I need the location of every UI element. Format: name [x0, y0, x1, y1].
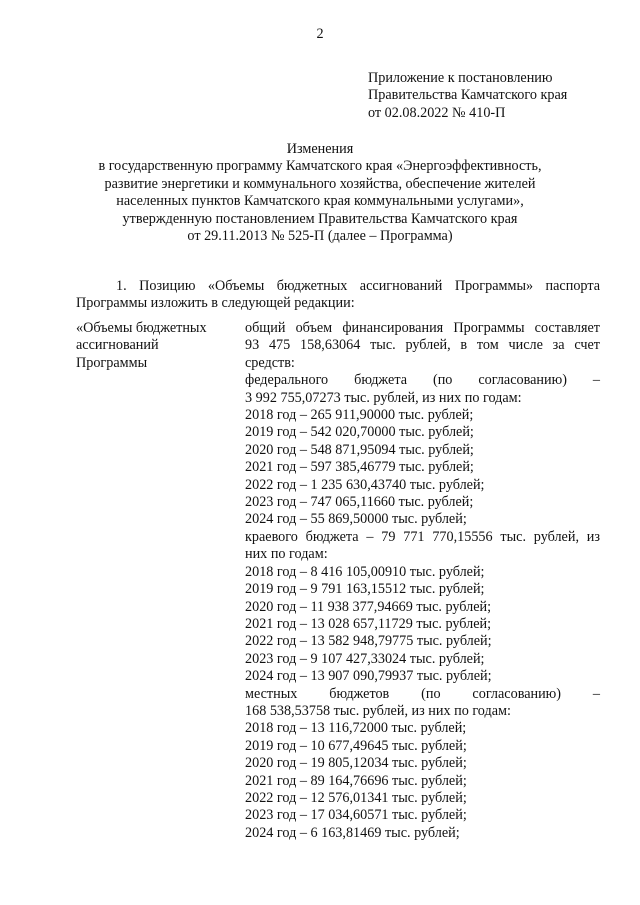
funding-line: 2024 год – 55 869,50000 тыс. рублей; — [245, 511, 467, 528]
table-right-column — [245, 320, 600, 842]
funding-line: 2021 год – 13 028 657,11729 тыс. рублей; — [245, 615, 492, 632]
funding-line: 2022 год – 13 582 948,79775 тыс. рублей; — [245, 633, 492, 650]
funding-line: федерального бюджета (по согласованию) – — [245, 372, 600, 389]
heading-line: от 29.11.2013 № 525-П (далее – Программа) — [187, 228, 453, 245]
funding-line: них по годам: — [245, 546, 328, 563]
funding-line: 2020 год – 548 871,95094 тыс. рублей; — [245, 441, 474, 458]
funding-line: 2019 год – 542 020,70000 тыс. рублей; — [245, 424, 474, 441]
funding-line: 2020 год – 11 938 377,94669 тыс. рублей; — [245, 598, 492, 615]
funding-line: 2019 год – 9 791 163,15512 тыс. рублей; — [245, 581, 485, 598]
funding-line: 2022 год – 12 576,01341 тыс. рублей; — [245, 789, 467, 806]
amendment-paragraph — [76, 278, 600, 313]
heading-title: Изменения — [286, 141, 354, 157]
funding-line: 2018 год – 265 911,90000 тыс. рублей; — [245, 407, 474, 424]
approval-line: Приложение к постановлению — [368, 70, 553, 86]
funding-line: 2023 год – 17 034,60571 тыс. рублей; — [245, 807, 467, 824]
funding-line: 2018 год – 13 116,72000 тыс. рублей; — [245, 720, 467, 737]
funding-line: 2021 год – 89 164,76696 тыс. рублей; — [245, 772, 467, 789]
funding-line: 2023 год – 747 065,11660 тыс. рублей; — [245, 494, 474, 511]
funding-line: краевого бюджета – 79 771 770,15556 тыс. рублей, из — [245, 528, 600, 545]
heading-line: развитие энергетики и коммунального хозяйства, обеспечение жителей — [104, 175, 536, 192]
funding-line: местных бюджетов (по согласованию) – — [245, 685, 600, 702]
table-left-line: «Объемы бюджетных — [76, 320, 207, 336]
table-left-line: Программы — [76, 354, 148, 371]
funding-line: 168 538,53758 тыс. рублей, из них по годам: — [245, 702, 511, 719]
funding-line: 2023 год – 9 107 427,33024 тыс. рублей; — [245, 650, 485, 667]
heading-line: утвержденную постановлением Правительства Камчатского края — [122, 210, 518, 227]
funding-line: 2024 год – 6 163,81469 тыс. рублей; — [245, 824, 460, 841]
funding-line: 2018 год – 8 416 105,00910 тыс. рублей; — [245, 563, 485, 580]
funding-line: 2019 год – 10 677,49645 тыс. рублей; — [245, 737, 467, 754]
funding-line: средств: — [245, 354, 295, 371]
table-left-line: ассигнований — [76, 337, 159, 354]
funding-line: 2021 год – 597 385,46779 тыс. рублей; — [245, 459, 474, 476]
table-left-column — [76, 320, 236, 372]
document-heading — [70, 141, 570, 245]
funding-line: общий объем финансирования Программы составляет — [245, 320, 600, 336]
funding-line: 93 475 158,63064 тыс. рублей, в том числе за счет — [245, 337, 600, 354]
heading-line: в государственную программу Камчатского края «Энергоэффективность, — [98, 158, 542, 175]
paragraph-line: Программы изложить в следующей редакции: — [76, 295, 355, 312]
funding-line: 2024 год – 13 907 090,79937 тыс. рублей; — [245, 668, 492, 685]
heading-line: населенных пунктов Камчатского края коммунальными услугами», — [116, 193, 524, 210]
paragraph-line: 1. Позицию «Объемы бюджетных ассигнований Программы» паспорта — [116, 278, 600, 294]
funding-line: 2022 год – 1 235 630,43740 тыс. рублей; — [245, 476, 485, 493]
approval-line: от 02.08.2022 № 410-П — [368, 104, 506, 121]
approval-line: Правительства Камчатского края — [368, 87, 568, 104]
page-number: 2 — [316, 26, 324, 42]
approval-block — [368, 70, 618, 122]
funding-line: 2020 год – 19 805,12034 тыс. рублей; — [245, 755, 467, 772]
funding-line: 3 992 755,07273 тыс. рублей, из них по годам: — [245, 389, 522, 406]
